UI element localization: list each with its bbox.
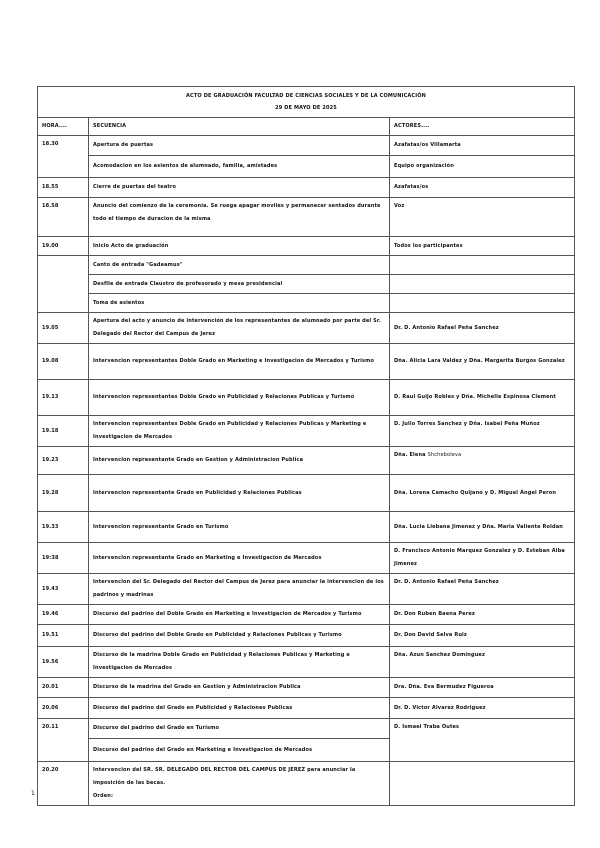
- row-sequence: Intervencion representante Grado en Turismo: [89, 512, 390, 543]
- row-sequence: Intervencion representante Grado en Marketing e Investigacion de Mercados: [89, 543, 390, 574]
- sequence-text: Intervencion del SR. SR. DELEGADO DEL RECTOR DEL CAMPUS DE JEREZ para anunciar la imposición de las becas.: [93, 767, 356, 786]
- row-time: 20.01: [38, 678, 89, 698]
- table-row: [38, 416, 575, 447]
- row-actors: Dr. D. Antonio Rafael Peña Sanchez: [390, 574, 575, 605]
- row-sequence: Anuncio del comienzo de la ceremonia. Se ruega apagar moviles y permanecer sentados durante todo el tiempo de duracion de la misma: [89, 198, 390, 237]
- table-row: [38, 475, 575, 512]
- row-sequence: Apertura de puertas: [89, 136, 390, 156]
- row-time: 19.43: [38, 574, 89, 605]
- row-actors: Dña. Alicia Lara Valdez y Dña. Margarita Burgos Gonzalez: [390, 344, 575, 380]
- table-row: [38, 275, 575, 294]
- row-sequence: Intervencion del Sr. Delegado del Rector del Campus de Jerez para anunciar la intervencion de los padrinos y madrinas: [89, 574, 390, 605]
- table-row: [38, 156, 575, 178]
- row-time: 19.33: [38, 512, 89, 543]
- table-row: [38, 719, 575, 739]
- row-sequence: Acomodacion en los asientos de alumnado, familia, amistades: [89, 156, 390, 178]
- row-actors: Dr. Don Ruben Baena Perez: [390, 605, 575, 625]
- title-row: [38, 87, 575, 118]
- table-row: [38, 178, 575, 198]
- table-row: [38, 543, 575, 574]
- table-row: [38, 313, 575, 344]
- table-row: [38, 762, 575, 806]
- table-row: [38, 256, 575, 275]
- row-sequence: Discurso de la madrina del Grado en Gestion y Administracion Publica: [89, 678, 390, 698]
- row-time: 19.08: [38, 344, 89, 380]
- table-row: [38, 698, 575, 719]
- actor-name: Dña. Elena: [394, 452, 426, 458]
- row-sequence: Apertura del acto y anuncio de intervención de los representantes de alumnado por parte del Sr. Delegado del Rector del Campus de Jerez: [89, 313, 390, 344]
- header-row: [38, 118, 575, 136]
- sequence-order: Orden:: [93, 793, 114, 799]
- row-actors: Dra. Dña. Eva Bermudez Figueroa: [390, 678, 575, 698]
- row-time: 20.06: [38, 698, 89, 719]
- table-row: [38, 678, 575, 698]
- row-sequence: Discurso de la madrina Doble Grado en Publicidad y Relaciones Publicas y Marketing e Investigacion de Mercados: [89, 647, 390, 678]
- table-row: [38, 237, 575, 256]
- row-actors: Dr. D. Antonio Rafael Peña Sanchez: [390, 313, 575, 344]
- row-sequence: Intervencion representantes Doble Grado en Publicidad y Relaciones Publicas y Turismo: [89, 380, 390, 416]
- header-hora: HORA....: [38, 118, 89, 136]
- table-row: [38, 512, 575, 543]
- row-actors: Azafatas/os Villamarta: [390, 136, 575, 156]
- row-actors: D. Francisco Antonio Marquez Gonzalez y D. Esteban Alba Jimenez: [390, 543, 575, 574]
- row-actors: D. Ismael Traba Outes: [390, 719, 575, 762]
- title-cell: [38, 87, 575, 118]
- row-time: 18.55: [38, 178, 89, 198]
- row-actors: Dña. Lorena Camacho Quijano y D. Miguel Ángel Peron: [390, 475, 575, 512]
- row-time: 19.46: [38, 605, 89, 625]
- row-sequence: [89, 762, 390, 806]
- table-row: [38, 447, 575, 475]
- table-row: [38, 198, 575, 237]
- document-title: ACTO DE GRADUACIÓN FACULTAD DE CIENCIAS SOCIALES Y DE LA COMUNICACIÓN: [186, 93, 426, 99]
- row-sequence: Discurso del padrino del Grado en Turismo: [89, 719, 390, 739]
- row-actors: Dr. Don David Selva Ruiz: [390, 625, 575, 647]
- row-sequence: Inicio Acto de graduación: [89, 237, 390, 256]
- row-actors: Dña. Lucia Liebana Jimenez y Dña. Maria Valiente Roldan: [390, 512, 575, 543]
- row-sequence: Discurso del padrino del Grado en Publicidad y Relaciones Publicas: [89, 698, 390, 719]
- row-sequence: Discurso del padrino del Doble Grado en Publicidad y Relaciones Publicas y Turismo: [89, 625, 390, 647]
- row-actors: D. Julio Torres Sanchez y Dña. Isabel Peña Muñoz: [390, 416, 575, 447]
- row-sequence: Intervencion representante Grado en Publicidad y Relaciones Publicas: [89, 475, 390, 512]
- table-row: [38, 574, 575, 605]
- row-sequence: Discurso del padrino del Grado en Marketing e Investigacion de Mercados: [89, 739, 390, 762]
- actor-name-extra: Shcheboleva: [427, 452, 462, 458]
- row-actors: Azafatas/os: [390, 178, 575, 198]
- row-actors: [390, 447, 575, 475]
- row-time: 19.05: [38, 313, 89, 344]
- row-sequence: Intervencion representantes Doble Grado en Publicidad y Relaciones Publicas y Marketing e Investigacion de Mercados: [89, 416, 390, 447]
- row-actors: Equipo organización: [390, 156, 575, 178]
- row-actors-empty: [390, 294, 575, 313]
- row-time: 19:38: [38, 543, 89, 574]
- row-sequence: Discurso del padrino del Doble Grado en Marketing e Investigacion de Mercados y Turismo: [89, 605, 390, 625]
- row-actors-empty: [390, 762, 575, 806]
- row-sequence: Toma de asientos: [89, 294, 390, 313]
- row-time-empty: [38, 256, 89, 313]
- row-sequence: Cierre de puertas del teatro: [89, 178, 390, 198]
- row-time: 20.20: [38, 762, 89, 806]
- row-actors-empty: [390, 256, 575, 275]
- table-row: [38, 625, 575, 647]
- document-date: 29 DE MAYO DE 2025: [275, 105, 337, 111]
- table-row: [38, 605, 575, 625]
- row-actors: Todos los participantes: [390, 237, 575, 256]
- header-actores: ACTORES....: [390, 118, 575, 136]
- row-actors: D. Raul Guijo Robles y Dña. Michelle Espinosa Clement: [390, 380, 575, 416]
- row-sequence: Intervencion representantes Doble Grado en Marketing e Investigacion de Mercados y Turismo: [89, 344, 390, 380]
- table-row: [38, 136, 575, 156]
- row-time: 19.13: [38, 380, 89, 416]
- row-time: 19.51: [38, 625, 89, 647]
- row-time: 18.30: [38, 136, 89, 178]
- row-actors: Voz: [390, 198, 575, 237]
- row-time: 19.18: [38, 416, 89, 447]
- table-row: [38, 380, 575, 416]
- row-time: 19.56: [38, 647, 89, 678]
- table-row: [38, 294, 575, 313]
- row-sequence: Intervencion representante Grado en Gestion y Administracion Publica: [89, 447, 390, 475]
- row-actors: Dña. Azun Sanchez Dominguez: [390, 647, 575, 678]
- page-number: 1: [31, 790, 35, 797]
- row-actors-empty: [390, 275, 575, 294]
- row-actors: Dr. D. Victor Alvarez Rodriguez: [390, 698, 575, 719]
- row-time: 18.58: [38, 198, 89, 237]
- program-table: [37, 86, 575, 806]
- row-sequence: Desfile de entrada Claustro de profesorado y mesa presidencial: [89, 275, 390, 294]
- row-time: 19.23: [38, 447, 89, 475]
- table-row: [38, 647, 575, 678]
- row-time: 20.11: [38, 719, 89, 762]
- row-time: 19.00: [38, 237, 89, 256]
- row-time: 19.28: [38, 475, 89, 512]
- row-sequence: Canto de entrada "Gadeamus": [89, 256, 390, 275]
- header-secuencia: SECUENCIA: [89, 118, 390, 136]
- table-row: [38, 344, 575, 380]
